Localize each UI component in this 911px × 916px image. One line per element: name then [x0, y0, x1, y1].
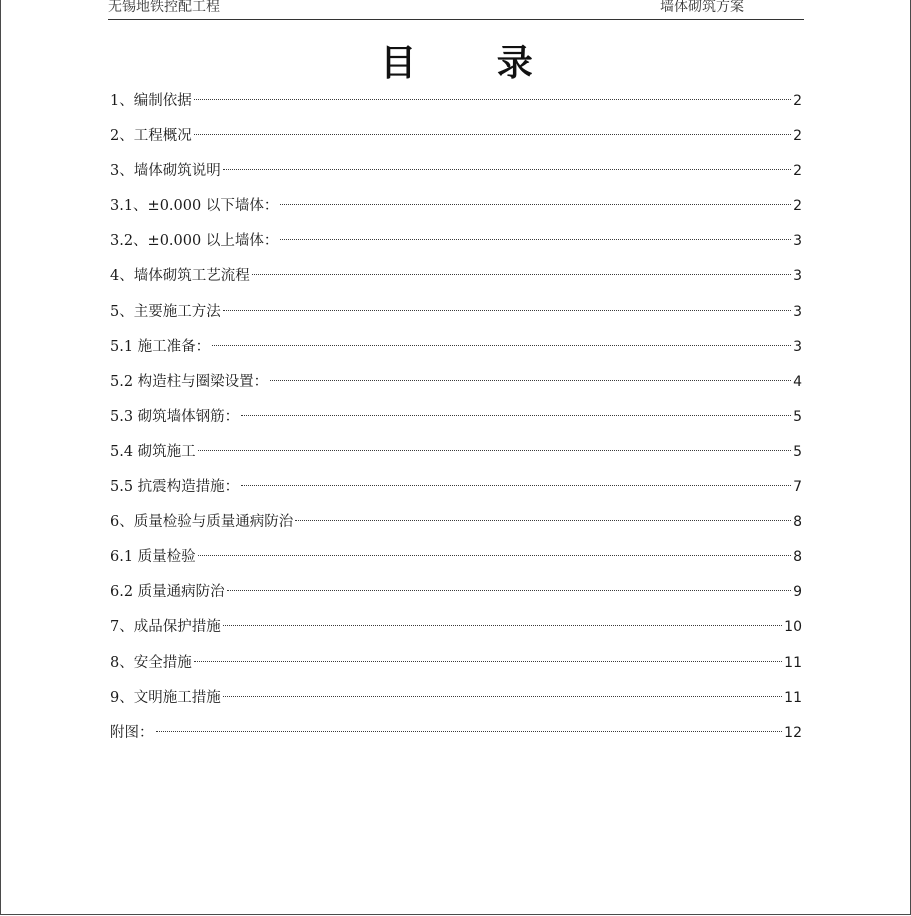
toc-entry-page: 4 [793, 373, 802, 390]
toc-dot-leader [280, 204, 791, 205]
toc-dot-leader [194, 99, 791, 100]
toc-dot-leader [194, 134, 791, 135]
toc-entry[interactable] [110, 365, 802, 400]
toc-entry[interactable] [110, 646, 802, 681]
toc-dot-leader [223, 625, 782, 626]
toc-entry[interactable] [110, 400, 802, 435]
toc-entry-label: 5.1 施工准备： [110, 338, 211, 355]
toc-entry-page: 3 [793, 303, 802, 320]
toc-entry-page: 2 [793, 128, 802, 145]
toc-dot-leader [223, 169, 791, 170]
toc-title: 目 录 [380, 42, 567, 84]
toc-entry-label: 附图： [110, 724, 154, 741]
toc-entry-label: 5.3 砌筑墙体钢筋： [110, 408, 240, 425]
toc-entry-page: 7 [793, 479, 802, 496]
toc-entry-page: 12 [784, 724, 802, 741]
toc-dot-leader [194, 661, 782, 662]
toc-entry-page: 10 [784, 619, 802, 636]
toc-entry[interactable] [110, 119, 802, 154]
toc-dot-leader [223, 696, 782, 697]
toc-entry[interactable] [110, 435, 802, 470]
toc-entry-label: 3、墙体砌筑说明 [110, 163, 221, 180]
toc-entry[interactable] [110, 470, 802, 505]
toc-entry[interactable] [110, 610, 802, 645]
toc-entry-page: 5 [793, 408, 802, 425]
toc-entry-page: 2 [793, 163, 802, 180]
toc-dot-leader [198, 555, 791, 556]
toc-entry[interactable] [110, 330, 802, 365]
toc-dot-leader [280, 239, 791, 240]
toc-entry-label: 5、主要施工方法 [110, 303, 221, 320]
toc-entry[interactable] [110, 189, 802, 224]
toc-entry-page: 2 [793, 198, 802, 215]
toc-entry-page: 3 [793, 233, 802, 250]
toc-entry-page: 11 [784, 689, 802, 706]
toc-entry-page: 3 [793, 268, 802, 285]
toc-entry-page: 11 [784, 654, 802, 671]
toc-dot-leader [223, 310, 791, 311]
toc-entry-label: 5.5 抗震构造措施： [110, 479, 240, 496]
toc-dot-leader [252, 274, 791, 275]
toc-entry-label: 3.1、±0.000 以下墙体： [110, 198, 279, 215]
toc-dot-leader [156, 731, 783, 732]
toc-dot-leader [241, 485, 791, 486]
toc-entry[interactable] [110, 575, 802, 610]
toc-entry[interactable] [110, 505, 802, 540]
toc-dot-leader [295, 520, 791, 521]
toc-entry[interactable] [110, 259, 802, 294]
toc-entry-label: 1、编制依据 [110, 93, 192, 109]
toc-dot-leader [198, 450, 791, 451]
toc-entry[interactable] [110, 681, 802, 716]
table-of-contents [110, 84, 802, 751]
toc-entry-page: 5 [793, 443, 802, 460]
toc-entry-label: 7、成品保护措施 [110, 619, 221, 636]
toc-entry[interactable] [110, 295, 802, 330]
toc-entry-label: 5.4 砌筑施工 [110, 443, 196, 460]
toc-entry-label: 9、文明施工措施 [110, 689, 221, 706]
toc-entry-label: 3.2、±0.000 以上墙体： [110, 233, 279, 250]
toc-entry-label: 6、质量检验与质量通病防治 [110, 514, 294, 531]
toc-entry-page: 9 [793, 584, 802, 601]
toc-entry-page: 3 [793, 338, 802, 355]
toc-entry[interactable] [110, 716, 802, 751]
header-document-title: 墙体砌筑方案 [660, 0, 744, 15]
toc-entry-page: 8 [793, 549, 802, 566]
toc-entry-label: 4、墙体砌筑工艺流程 [110, 268, 250, 285]
toc-entry-label: 6.1 质量检验 [110, 549, 196, 566]
toc-entry[interactable] [110, 224, 802, 259]
page-header [108, 0, 804, 20]
header-project-name: 无锡地铁控配工程 [108, 0, 220, 15]
toc-entry-page: 2 [793, 93, 802, 109]
toc-entry-label: 2、工程概况 [110, 128, 192, 145]
toc-dot-leader [270, 380, 791, 381]
toc-entry-label: 6.2 质量通病防治 [110, 584, 225, 601]
toc-entry-label: 5.2 构造柱与圈梁设置： [110, 373, 269, 390]
toc-entry[interactable] [110, 84, 802, 119]
toc-entry[interactable] [110, 540, 802, 575]
toc-entry-page: 8 [793, 514, 802, 531]
toc-dot-leader [241, 415, 791, 416]
toc-dot-leader [227, 590, 791, 591]
toc-dot-leader [212, 345, 791, 346]
toc-entry[interactable] [110, 154, 802, 189]
toc-entry-label: 8、安全措施 [110, 654, 192, 671]
